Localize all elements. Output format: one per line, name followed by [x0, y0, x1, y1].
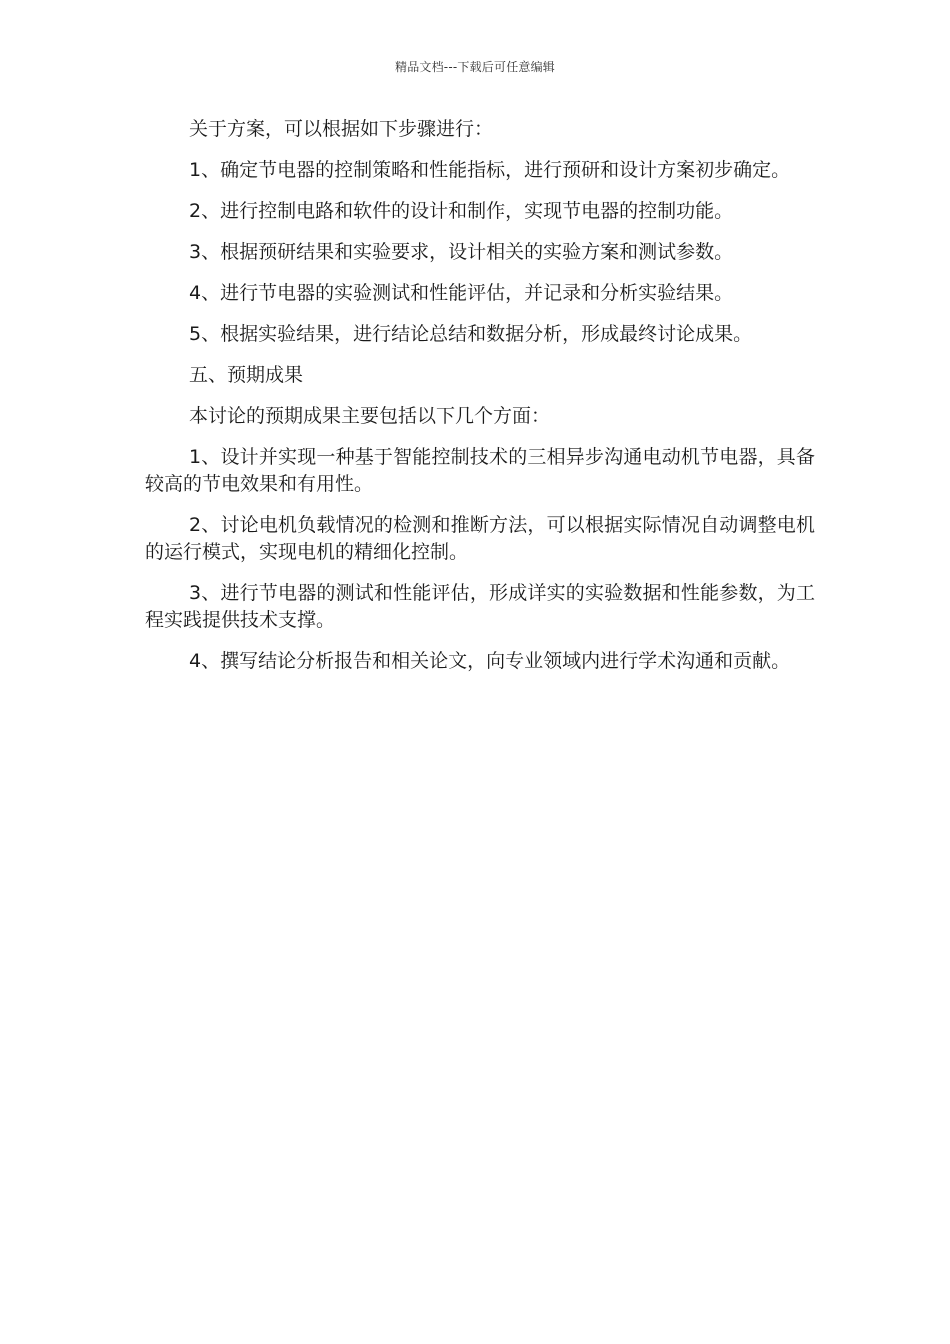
- paragraph-result-3: 3、进行节电器的测试和性能评估，形成详实的实验数据和性能参数，为工程实践提供技术支撑。: [145, 582, 815, 631]
- page-header: 精品文档---下载后可任意编辑: [395, 60, 555, 74]
- section-heading-expected-results: 五、预期成果: [189, 364, 304, 386]
- paragraph-step-3: 3、根据预研结果和实验要求，设计相关的实验方案和测试参数。: [189, 241, 734, 263]
- paragraph-plan-intro: 关于方案，可以根据如下步骤进行：: [189, 118, 494, 140]
- paragraph-step-4: 4、进行节电器的实验测试和性能评估，并记录和分析实验结果。: [189, 282, 734, 304]
- paragraph-result-4: 4、撰写结论分析报告和相关论文，向专业领域内进行学术沟通和贡献。: [189, 650, 791, 672]
- paragraph-result-2: 2、讨论电机负载情况的检测和推断方法，可以根据实际情况自动调整电机的运行模式，实现电机的精细化控制。: [145, 514, 815, 563]
- paragraph-results-intro: 本讨论的预期成果主要包括以下几个方面：: [189, 405, 551, 427]
- paragraph-result-1: 1、设计并实现一种基于智能控制技术的三相异步沟通电动机节电器，具备较高的节电效果和有用性。: [145, 446, 815, 495]
- paragraph-step-1: 1、确定节电器的控制策略和性能指标，进行预研和设计方案初步确定。: [189, 159, 791, 181]
- document-body: [145, 116, 815, 689]
- paragraph-step-5: 5、根据实验结果，进行结论总结和数据分析，形成最终讨论成果。: [189, 323, 753, 345]
- paragraph-step-2: 2、进行控制电路和软件的设计和制作，实现节电器的控制功能。: [189, 200, 734, 222]
